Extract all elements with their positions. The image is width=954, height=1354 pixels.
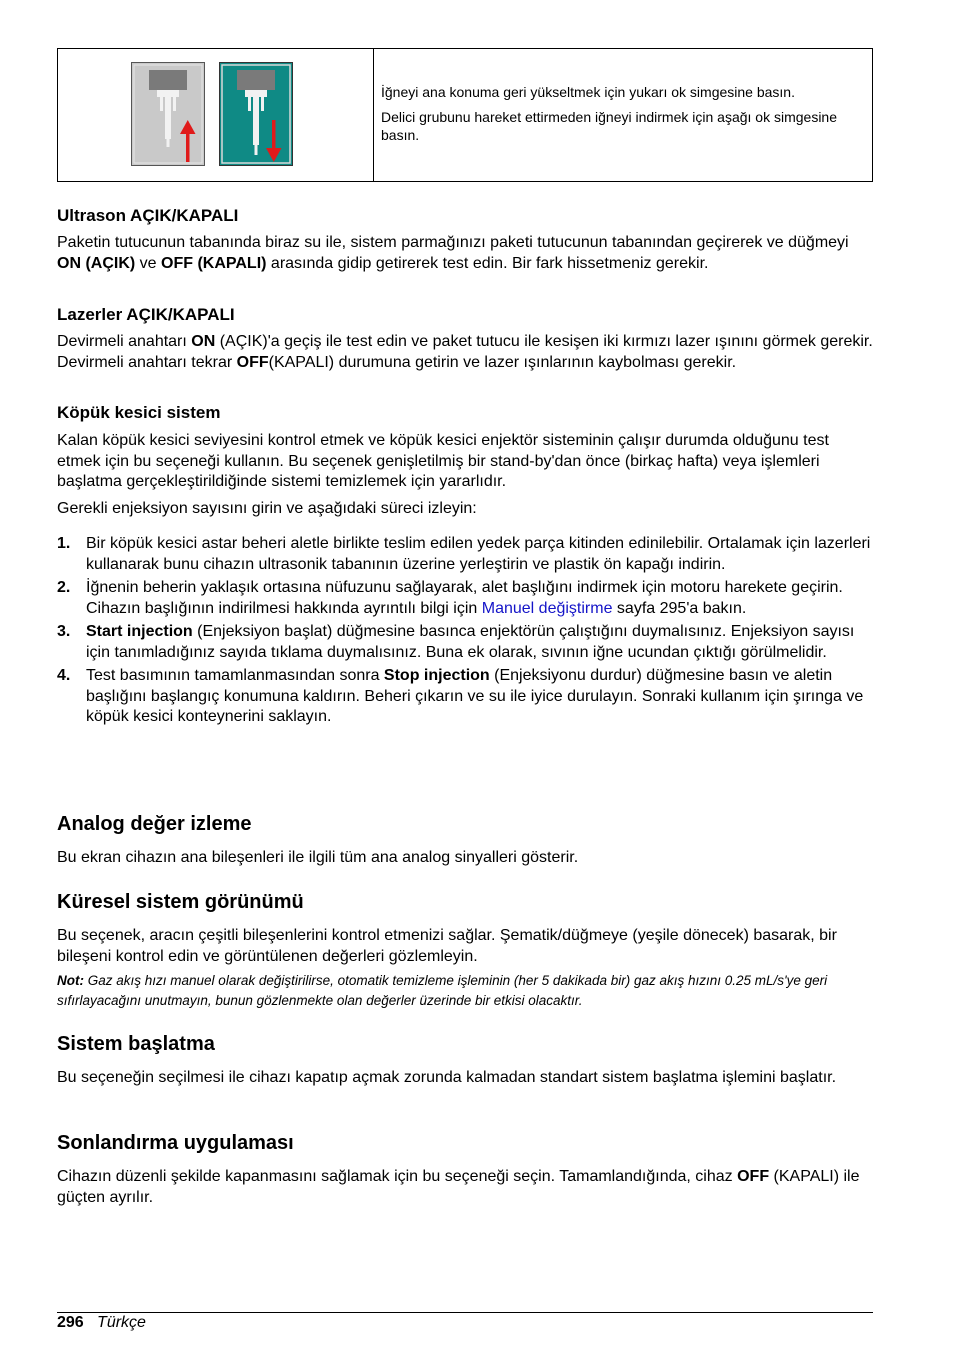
section-lazer — [57, 305, 875, 373]
heading-analog: Analog değer izleme — [57, 813, 252, 835]
page-footer — [57, 1313, 146, 1333]
list-item: 2. İğnenin beherin yaklaşık ortasına nüfuzunu sağlayarak, alet başlığını indirmek için motoru harekete geçirin. Cihazın başlığının indirilmesi hakkında ayrıntılı bilgi için Manuel değiştirme sayfa 295'a bakın. — [57, 579, 843, 617]
heading-kopuk: Köpük kesici sistem — [57, 403, 221, 422]
icon-description-up: İğneyi ana konuma geri yükseltmek için yukarı ok simgesine basın. — [381, 84, 795, 100]
footer-divider — [57, 1312, 873, 1313]
section-analog — [57, 812, 875, 869]
list-item: 1. Bir köpük kesici astar beheri aletle birlikte teslim edilen yedek parça kitinden edinilebilir. Ortalamak için lazerleri kullanarak bunu cihazın ultrasonik tabanının üzerine yerleştirin ve plastik ön kapağı indirin. — [57, 535, 871, 573]
heading-lazer: Lazerler AÇIK/KAPALI — [57, 305, 235, 324]
sistem-paragraph: Bu seçeneğin seçilmesi ile cihazı kapatıp açmak zorunda kalmadan standart sistem başlatma işlemini başlatır. — [57, 1069, 837, 1086]
kopuk-intro: Gerekli enjeksiyon sayısını girin ve aşağıdaki süreci izleyin: — [57, 499, 477, 517]
needle-down-arrow-icon — [219, 62, 293, 166]
kuresel-paragraph: Bu seçenek, aracın çeşitli bileşenlerini kontrol etmenizi sağlar. Şematik/düğmeye (yeşile dönecek) basarak, bir bileşeni kontrol edin ve görüntülenen değerleri gözlemleyin. — [57, 927, 837, 965]
footer-language: Türkçe — [97, 1314, 146, 1331]
kopuk-steps — [57, 534, 875, 728]
page-number: 296 — [57, 1314, 84, 1331]
kuresel-note: Not: Gaz akış hızı manuel olarak değiştirilirse, otomatik temizleme işleminin (her 5 dakikada bir) gaz akış hızını 0.25 mL/s'ye geri sıfırlayacağını unutmayın, bunun gözlenmekte olan değerler üzerinde bir etkisi olacaktır. — [57, 973, 828, 1008]
heading-sonlandirma: Sonlandırma uygulaması — [57, 1132, 294, 1154]
heading-ultrason: Ultrason AÇIK/KAPALI — [57, 206, 239, 225]
icon-table — [57, 48, 873, 182]
section-kuresel — [57, 890, 875, 1011]
section-sonlandirma — [57, 1131, 875, 1208]
heading-sistem: Sistem başlatma — [57, 1033, 215, 1055]
list-item: 4. Test basımının tamamlanmasından sonra Stop injection (Enjeksiyonu durdur) düğmesine basın ve aletin başlığını başlangıç konumuna kaldırın. Beheri çıkarın ve su ile iyice durulayın. Sonraki kullanım için şırınga ve köpük kesici konteynerini saklayın. — [57, 667, 864, 725]
section-ultrason — [57, 206, 875, 274]
heading-kuresel: Küresel sistem görünümü — [57, 891, 304, 913]
icon-description-cell — [374, 49, 872, 181]
ultrason-paragraph: Paketin tutucunun tabanında biraz su ile, sistem parmağınızı paketi tutucunun tabanından geçirerek ve düğmeyi ON (AÇIK) ve OFF (KAPALI) arasında gidip getirerek test edin. Bir fark hissetmeniz gerekir. — [57, 234, 849, 272]
icon-cell — [58, 49, 374, 181]
kopuk-paragraph: Kalan köpük kesici seviyesini kontrol etmek ve köpük kesici enjektör sisteminin çalışır durumda olduğunu test etmek için bu seçeneği kullanın. Bu seçenek genişletilmiş bir stand-by'dan önce (birkaç hafta) veya işlemleri başlatma gerçekleştirildiğinde sistemi temizlemek için yararlıdır. — [57, 432, 829, 490]
list-item: 3. Start injection (Enjeksiyon başlat) düğmesine basınca enjektörün çalıştığını duymalısınız. Enjeksiyon sayısı için tanımladığınız sayıda tıklama duymalısınız. Buna ek olarak, sıvının iğne ucundan çıktığı görülmelidir. — [57, 623, 855, 661]
analog-paragraph: Bu ekran cihazın ana bileşenleri ile ilgili tüm ana analog sinyalleri gösterir. — [57, 849, 579, 866]
manuel-degistirme-link[interactable]: Manuel değiştirme — [481, 599, 613, 617]
sonlandirma-paragraph: Cihazın düzenli şekilde kapanmasını sağlamak için bu seçeneği seçin. Tamamlandığında, cihaz OFF (KAPALI) ile güçten ayrılır. — [57, 1168, 860, 1206]
lazer-paragraph: Devirmeli anahtarı ON (AÇIK)'a geçiş ile test edin ve paket tutucu ile kesişen iki kırmızı lazer ışınını görmek gerekir. Devirmeli anahtarı tekrar OFF(KAPALI) durumuna getirin ve lazer ışınlarının kaybolması gerekir. — [57, 333, 873, 371]
section-kopuk — [57, 403, 875, 731]
needle-up-arrow-icon — [131, 62, 205, 166]
icon-description-down: Delici grubunu hareket ettirmeden iğneyi indirmek için aşağı ok simgesine basın. — [381, 109, 838, 143]
section-sistem — [57, 1032, 875, 1089]
